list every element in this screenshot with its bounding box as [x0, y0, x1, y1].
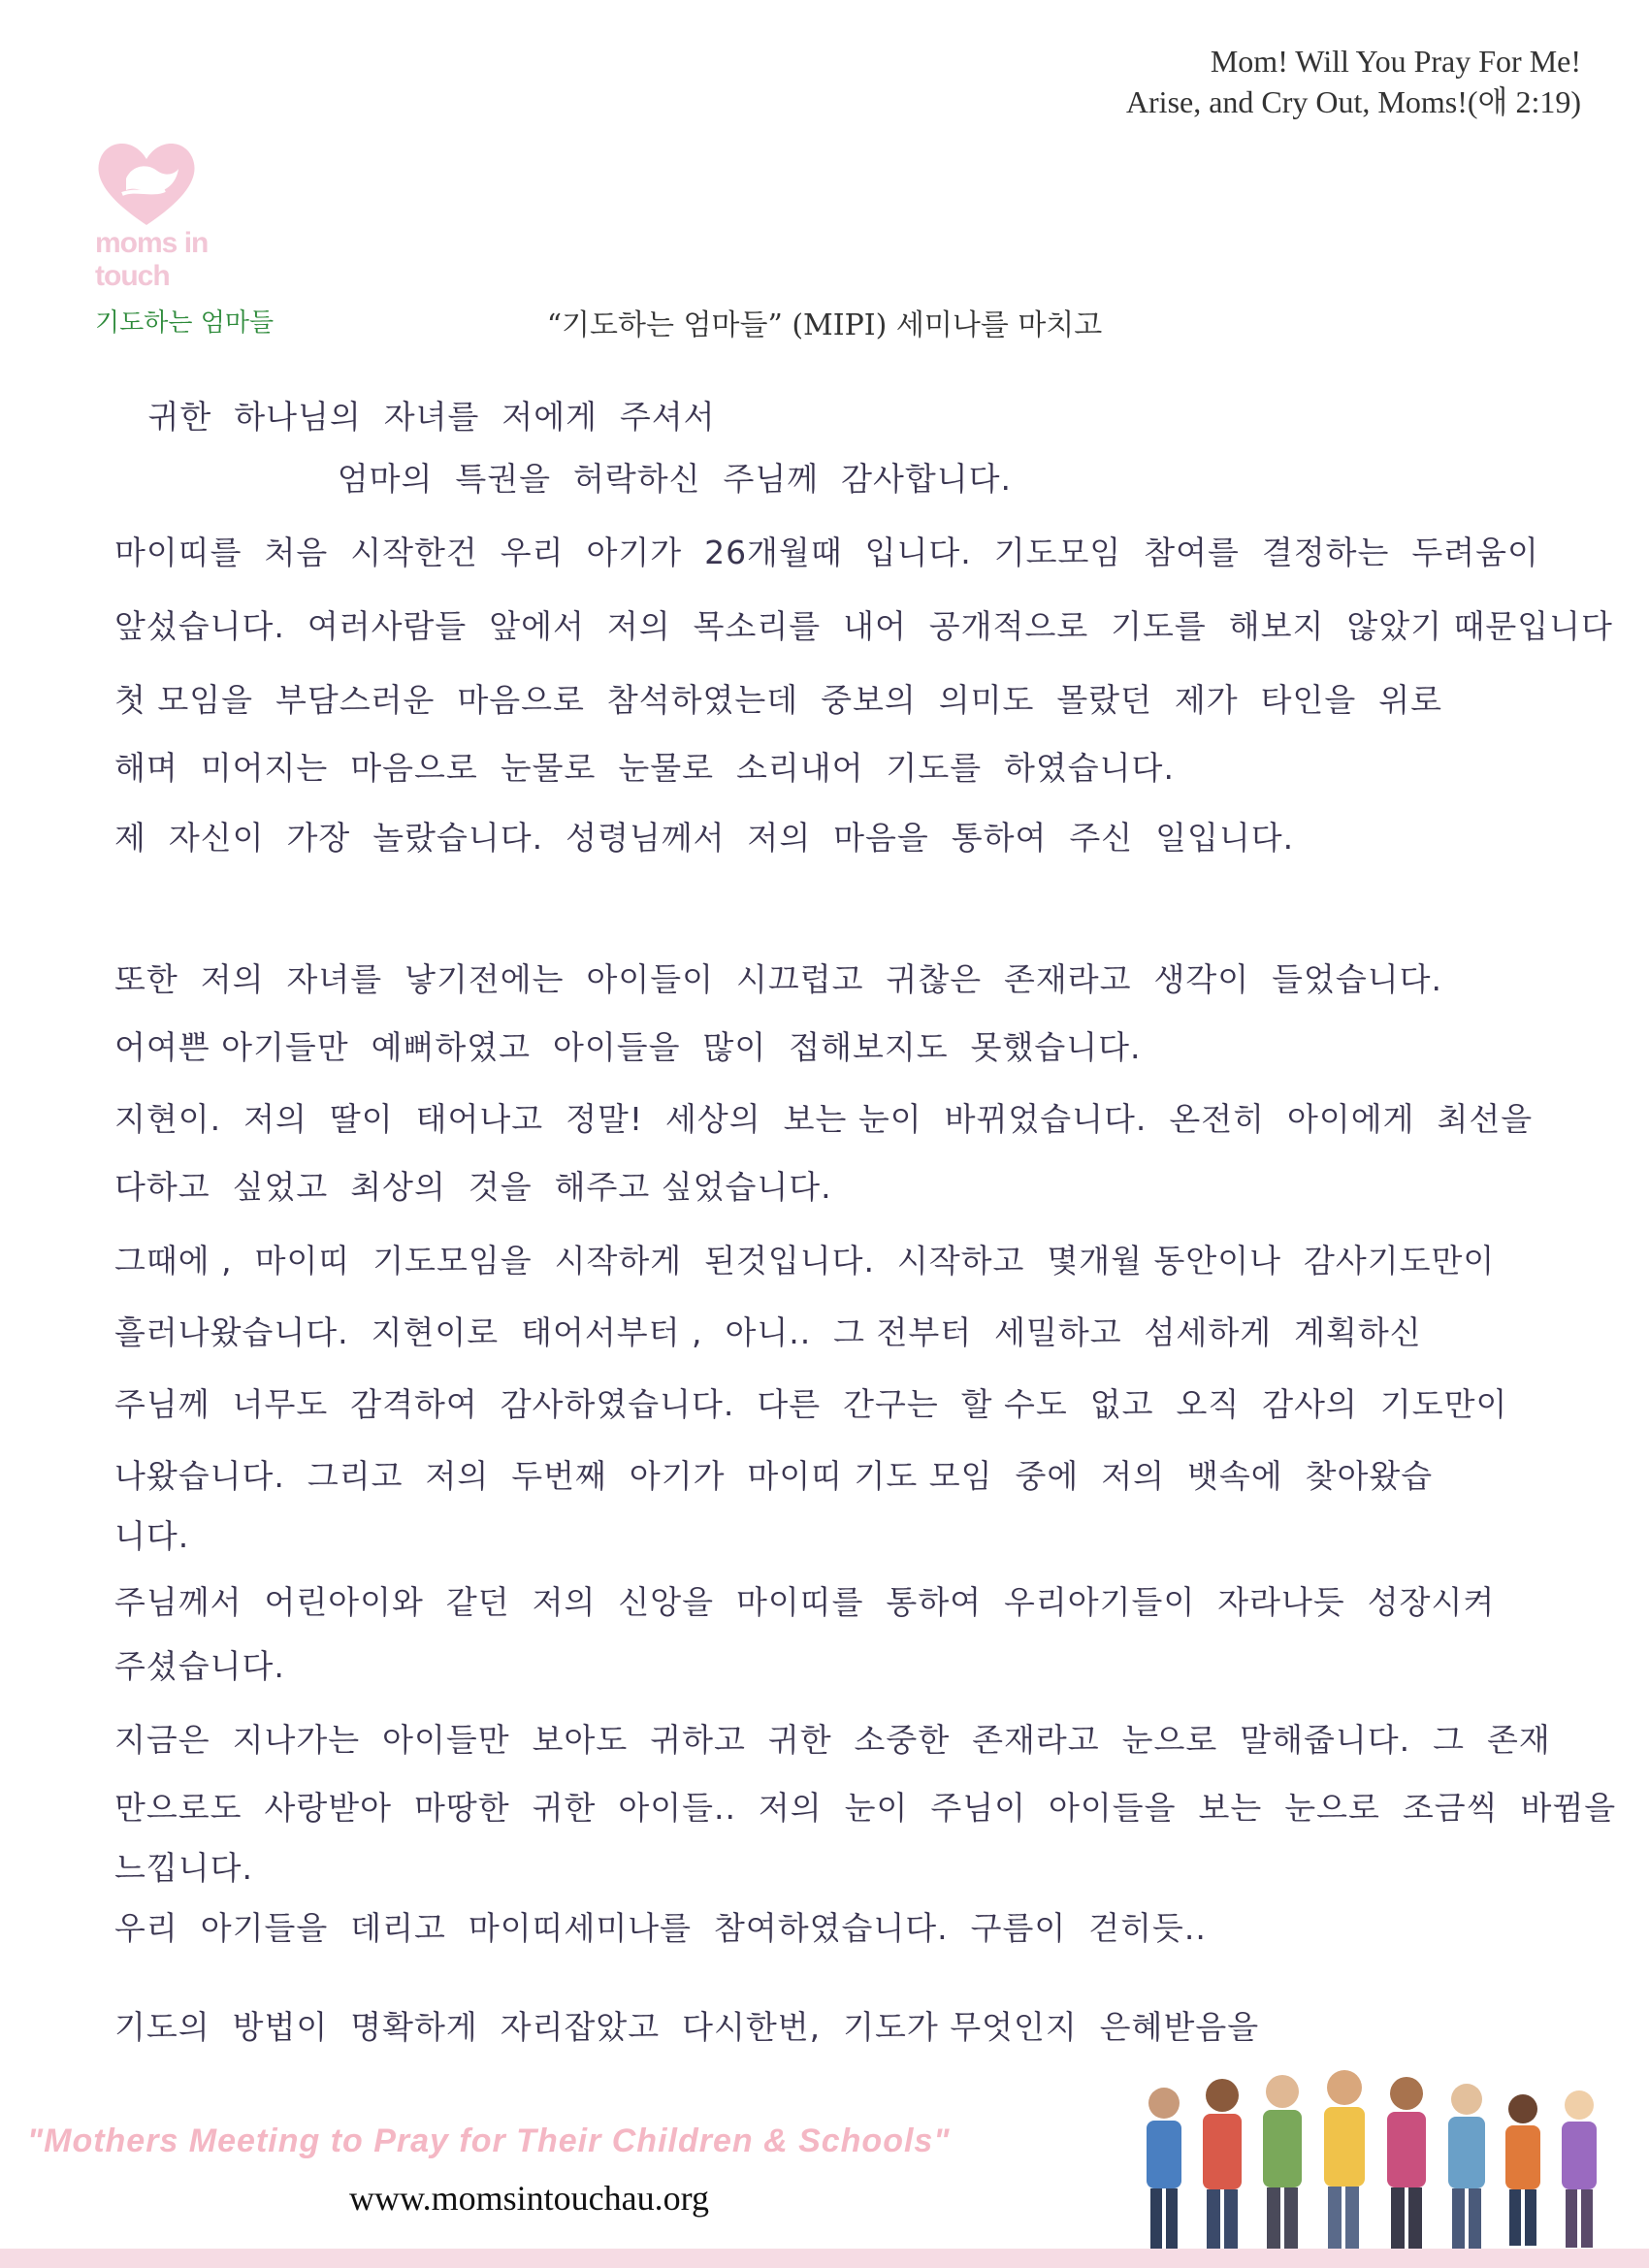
- body-line: 니다.: [114, 1517, 190, 1555]
- heart-logo-icon: [93, 136, 200, 233]
- document-title: “기도하는 엄마들” (MIPI) 세미나를 마치고: [546, 308, 1103, 342]
- body-line: 느낍니다.: [114, 1849, 254, 1887]
- body-line: 첫 모임을 부담스러운 마음으로 참석하였는데 중보의 의미도 몰랐던 제가 타인을 위로: [114, 681, 1443, 719]
- body-line: 주님께서 어린아이와 같던 저의 신앙을 마이띠를 통하여 우리아기들이 자라나듯 성장시켜: [114, 1583, 1496, 1621]
- body-line: 만으로도 사랑받아 마땅한 귀한 아이들.. 저의 눈이 주님이 아이들을 보는 눈으로 조금씩 바뀜을: [114, 1789, 1617, 1827]
- footer-slogan: "Mothers Meeting to Pray for Their Children & Schools": [27, 2122, 951, 2159]
- body-line: 엄마의 특권을 허락하신 주님께 감사합니다.: [114, 460, 1013, 498]
- handwritten-body: [114, 398, 1617, 2047]
- footer-bar: [0, 2249, 1649, 2268]
- body-line: 마이띠를 처음 시작한건 우리 아기가 26개월때 입니다. 기도모임 참여를 결정하는 두려움이: [114, 534, 1539, 571]
- logo-subtitle: 기도하는 엄마들: [95, 308, 275, 338]
- body-line: 흘러나왔습니다. 지현이로 태어서부터 , 아니.. 그 전부터 세밀하고 섬세하게 계획하신: [114, 1313, 1422, 1351]
- header-line-1: Mom! Will You Pray For Me!: [1210, 44, 1581, 79]
- children-illustration-icon: [1125, 2066, 1630, 2260]
- logo-wordmark: moms in touch: [95, 227, 209, 292]
- header-verse: [1126, 41, 1581, 122]
- footer-website: www.momsintouchau.org: [349, 2179, 709, 2218]
- header-line-2: Arise, and Cry Out, Moms!(애 2:19): [1125, 84, 1581, 119]
- body-line: 해며 미어지는 마음으로 눈물로 눈물로 소리내어 기도를 하였습니다.: [114, 749, 1175, 787]
- body-line: 나왔습니다. 그리고 저의 두번째 아기가 마이띠 기도 모임 중에 저의 뱃속에 찾아왔습: [114, 1457, 1434, 1495]
- body-line: 제 자신이 가장 놀랐습니다. 성령님께서 저의 마음을 통하여 주신 일입니다.: [114, 819, 1295, 857]
- body-line: 지금은 지나가는 아이들만 보아도 귀하고 귀한 소중한 존재라고 눈으로 말해줍니다. 그 존재: [114, 1721, 1551, 1759]
- body-line: 다하고 싶었고 최상의 것을 해주고 싶었습니다.: [114, 1168, 832, 1206]
- body-line: 주셨습니다.: [114, 1647, 285, 1685]
- body-line: [114, 889, 1608, 927]
- body-line: 앞섰습니다. 여러사람들 앞에서 저의 목소리를 내어 공개적으로 기도를 해보지 않았기 때문입니다: [114, 607, 1613, 645]
- body-line: [114, 1969, 1608, 2008]
- body-line: 귀한 하나님의 자녀를 저에게 주셔서: [114, 398, 716, 436]
- body-line: 우리 아기들을 데리고 마이띠세미나를 참여하였습니다. 구름이 걷히듯..: [114, 1909, 1207, 1947]
- body-line: 그때에 , 마이띠 기도모임을 시작하게 된것입니다. 시작하고 몇개월 동안이나 감사기도만이: [114, 1242, 1496, 1280]
- body-line: 또한 저의 자녀를 낳기전에는 아이들이 시끄럽고 귀찮은 존재라고 생각이 들었습니다.: [114, 960, 1443, 998]
- body-line: 어여쁜 아기들만 예뻐하였고 아이들을 많이 접해보지도 못했습니다.: [114, 1028, 1142, 1066]
- body-line: 지현이. 저의 딸이 태어나고 정말! 세상의 보는 눈이 바뀌었습니다. 온전히 아이에게 최선을: [114, 1100, 1534, 1138]
- body-line: 기도의 방법이 명확하게 자리잡았고 다시한번, 기도가 무엇인지 은혜받음을: [114, 2008, 1260, 2046]
- body-line: 주님께 너무도 감격하여 감사하였습니다. 다른 간구는 할 수도 없고 오직 감사의 기도만이: [114, 1385, 1508, 1423]
